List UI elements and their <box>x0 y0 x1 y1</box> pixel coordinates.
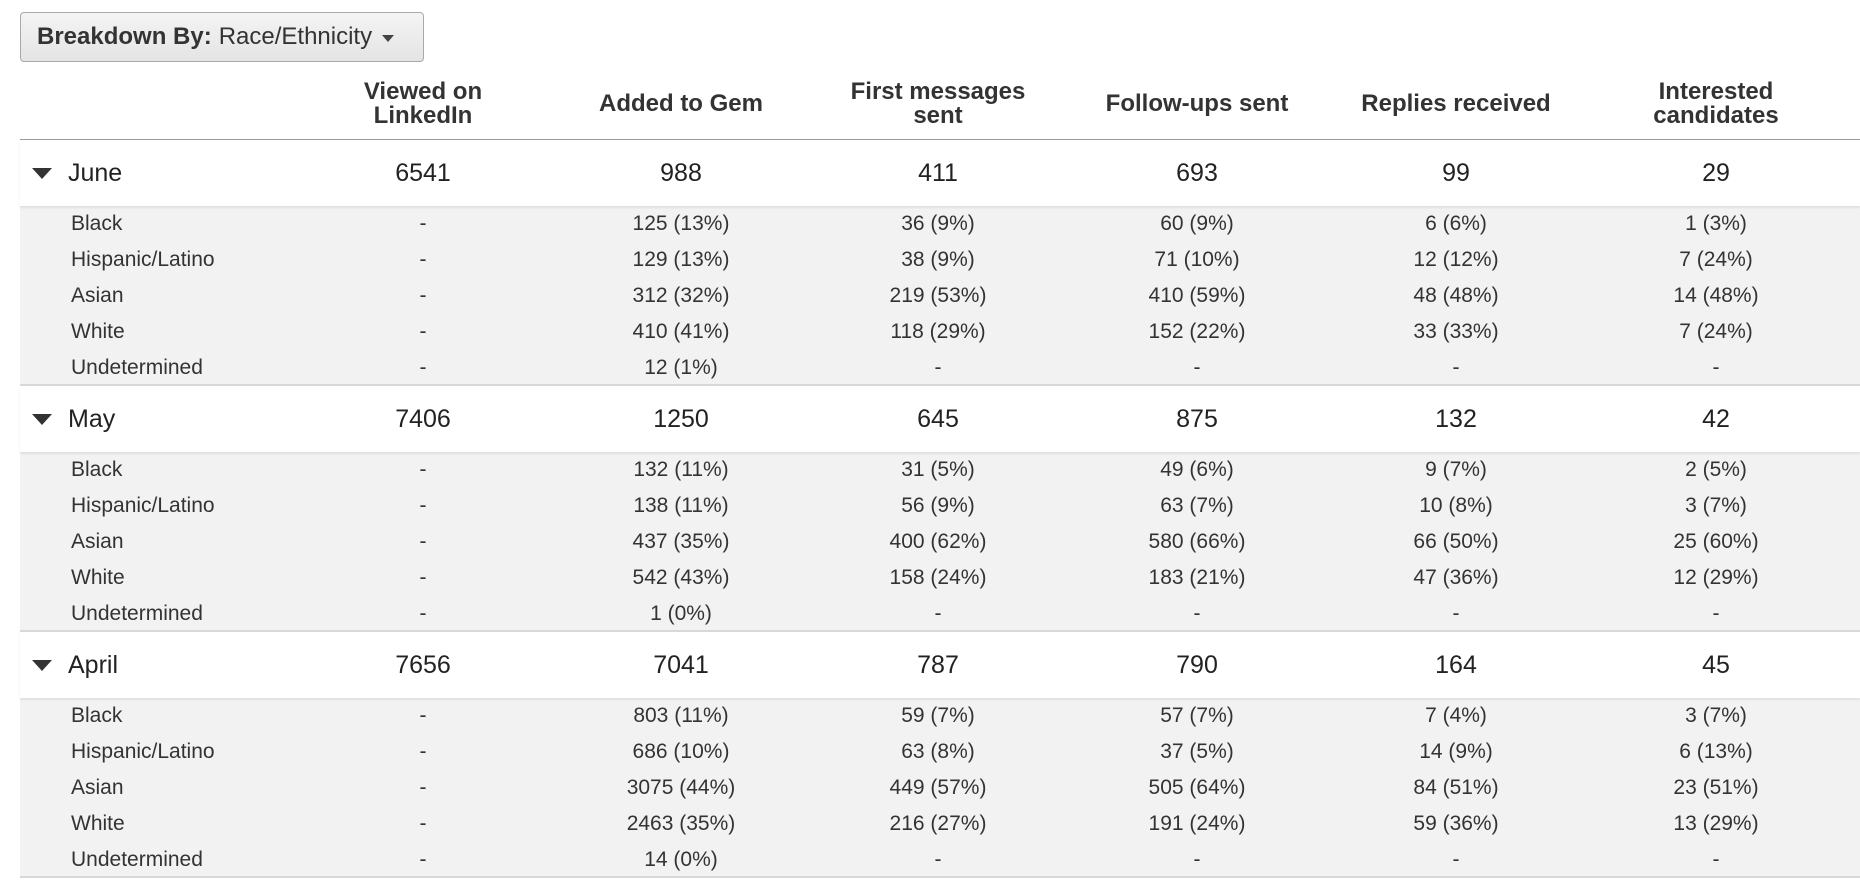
table-cell: - <box>1452 848 1460 871</box>
table-cell: 14 (48%) <box>1673 284 1759 307</box>
table-cell: 580 (66%) <box>1148 530 1246 553</box>
table-cell: - <box>419 356 427 379</box>
group-total-cell: 7406 <box>395 404 451 433</box>
table-cell: - <box>419 848 427 871</box>
row-label: Hispanic/Latino <box>71 248 215 271</box>
table-cell: - <box>419 212 427 235</box>
table-cell: 2463 (35%) <box>626 812 736 835</box>
table-row <box>20 242 1860 278</box>
table-cell: 33 (33%) <box>1413 320 1499 343</box>
table-cell: 7 (24%) <box>1679 320 1753 343</box>
table-cell: 57 (7%) <box>1160 704 1234 727</box>
group-total-cell: 42 <box>1702 404 1730 433</box>
table-row <box>20 278 1860 314</box>
group-total-cell: 790 <box>1176 650 1218 679</box>
table-cell: 152 (22%) <box>1148 320 1246 343</box>
column-header[interactable]: Viewed on LinkedIn <box>363 78 483 129</box>
table-cell: 9 (7%) <box>1425 458 1487 481</box>
table-cell: 686 (10%) <box>632 740 730 763</box>
table-cell: 1 (0%) <box>650 602 712 625</box>
table-cell: - <box>419 284 427 307</box>
column-header[interactable]: Replies received <box>1361 90 1551 117</box>
table-cell: 84 (51%) <box>1413 776 1499 799</box>
table-cell: 13 (29%) <box>1673 812 1759 835</box>
table-row <box>20 806 1860 842</box>
table-row <box>20 206 1860 242</box>
group-total-cell: 787 <box>917 650 959 679</box>
table-row <box>20 314 1860 350</box>
table-cell: - <box>1712 848 1720 871</box>
group-total-cell: 988 <box>660 158 702 187</box>
table-cell: 59 (7%) <box>901 704 975 727</box>
table-cell: 437 (35%) <box>632 530 730 553</box>
table-row <box>20 596 1860 632</box>
table-cell: 59 (36%) <box>1413 812 1499 835</box>
group-total-cell: 164 <box>1435 650 1477 679</box>
table-cell: - <box>934 602 942 625</box>
table-cell: - <box>419 566 427 589</box>
row-label: Black <box>71 704 123 727</box>
group-total-cell: 1250 <box>653 404 709 433</box>
table-cell: 66 (50%) <box>1413 530 1499 553</box>
group-toggle[interactable] <box>32 386 115 452</box>
group-row <box>20 386 1860 452</box>
table-cell: - <box>1193 848 1201 871</box>
table-cell: 542 (43%) <box>632 566 730 589</box>
table-row <box>20 842 1860 878</box>
table-cell: - <box>419 602 427 625</box>
sub-rows <box>20 452 1860 632</box>
group-total-cell: 645 <box>917 404 959 433</box>
group-row <box>20 632 1860 698</box>
table-cell: 216 (27%) <box>889 812 987 835</box>
row-label: Black <box>71 212 123 235</box>
row-label: White <box>71 320 125 343</box>
table-cell: 158 (24%) <box>889 566 987 589</box>
group-total-cell: 29 <box>1702 158 1730 187</box>
table-cell: 31 (5%) <box>901 458 975 481</box>
table-cell: 138 (11%) <box>633 494 729 517</box>
table-cell: - <box>419 458 427 481</box>
group-total-cell: 7041 <box>653 650 709 679</box>
group-total-cell: 411 <box>918 158 958 187</box>
table-cell: 14 (9%) <box>1419 740 1493 763</box>
table-cell: 2 (5%) <box>1685 458 1747 481</box>
breakdown-value: Race/Ethnicity <box>218 23 373 50</box>
table-cell: - <box>419 494 427 517</box>
table-cell: 129 (13%) <box>632 248 730 271</box>
table-cell: 38 (9%) <box>901 248 975 271</box>
table-cell: 60 (9%) <box>1160 212 1234 235</box>
table-cell: 12 (29%) <box>1673 566 1759 589</box>
table-cell: 3 (7%) <box>1685 704 1747 727</box>
table-cell: 312 (32%) <box>632 284 730 307</box>
table-row <box>20 560 1860 596</box>
group-total-cell: 693 <box>1176 158 1218 187</box>
caret-down-icon <box>382 35 394 42</box>
table-cell: 132 (11%) <box>633 458 729 481</box>
table-cell: - <box>419 740 427 763</box>
column-header[interactable]: Follow-ups sent <box>1105 90 1289 117</box>
table-cell: - <box>1193 356 1201 379</box>
table-cell: 183 (21%) <box>1148 566 1246 589</box>
row-label: Asian <box>71 530 124 553</box>
row-label: Undetermined <box>71 602 203 625</box>
table-row <box>20 734 1860 770</box>
column-header[interactable]: First messages sent <box>850 78 1026 129</box>
table-cell: 63 (8%) <box>901 740 975 763</box>
table-cell: 1 (3%) <box>1685 212 1747 235</box>
group-total-cell: 7656 <box>395 650 451 679</box>
table-cell: 3 (7%) <box>1685 494 1747 517</box>
table-cell: - <box>419 248 427 271</box>
table-cell: 803 (11%) <box>633 704 729 727</box>
table-cell: 48 (48%) <box>1413 284 1499 307</box>
table-cell: - <box>419 776 427 799</box>
table-row <box>20 698 1860 734</box>
table-cell: 449 (57%) <box>889 776 987 799</box>
table-row <box>20 524 1860 560</box>
table-cell: 118 (29%) <box>890 320 986 343</box>
table-cell: 14 (0%) <box>644 848 718 871</box>
column-header[interactable]: Interested candidates <box>1653 78 1779 129</box>
table-cell: 12 (12%) <box>1413 248 1499 271</box>
table-cell: 56 (9%) <box>901 494 975 517</box>
table-cell: 505 (64%) <box>1148 776 1246 799</box>
table-cell: 7 (24%) <box>1679 248 1753 271</box>
group-total-cell: 99 <box>1442 158 1470 187</box>
table-cell: 37 (5%) <box>1160 740 1234 763</box>
row-label: Black <box>71 458 123 481</box>
group-name: June <box>68 158 123 187</box>
table-cell: - <box>1712 356 1720 379</box>
triangle-down-icon <box>32 660 52 671</box>
row-label: Undetermined <box>71 848 203 871</box>
table-cell: 7 (4%) <box>1425 704 1487 727</box>
table-cell: 10 (8%) <box>1419 494 1493 517</box>
table-cell: 71 (10%) <box>1154 248 1240 271</box>
group-name: May <box>68 404 116 433</box>
table-cell: - <box>934 356 942 379</box>
row-label: White <box>71 812 125 835</box>
table-cell: 49 (6%) <box>1160 458 1234 481</box>
table-header <box>20 68 1860 140</box>
sub-rows <box>20 206 1860 386</box>
table-cell: 25 (60%) <box>1673 530 1759 553</box>
table-cell: - <box>1193 602 1201 625</box>
table-cell: 191 (24%) <box>1148 812 1246 835</box>
table-cell: - <box>1712 602 1720 625</box>
table-row <box>20 452 1860 488</box>
table-row <box>20 350 1860 386</box>
breakdown-label: Breakdown By: <box>37 23 212 50</box>
table-cell: 63 (7%) <box>1160 494 1234 517</box>
table-cell: - <box>419 704 427 727</box>
table-cell: 400 (62%) <box>889 530 987 553</box>
group-total-cell: 6541 <box>395 158 451 187</box>
group-toggle[interactable] <box>32 140 122 206</box>
table-cell: 410 (41%) <box>632 320 730 343</box>
row-label: White <box>71 566 125 589</box>
table-row <box>20 488 1860 524</box>
breakdown-by-dropdown[interactable] <box>20 12 424 62</box>
table-cell: - <box>419 320 427 343</box>
row-label: Hispanic/Latino <box>71 494 215 517</box>
table-cell: 36 (9%) <box>901 212 975 235</box>
table-row <box>20 770 1860 806</box>
group-row <box>20 140 1860 206</box>
row-label: Undetermined <box>71 356 203 379</box>
table-cell: 219 (53%) <box>889 284 987 307</box>
row-label: Asian <box>71 776 124 799</box>
group-toggle[interactable] <box>32 632 118 698</box>
triangle-down-icon <box>32 168 52 179</box>
table-cell: 410 (59%) <box>1148 284 1246 307</box>
table-cell: 23 (51%) <box>1673 776 1759 799</box>
group-total-cell: 45 <box>1702 650 1730 679</box>
table-cell: 3075 (44%) <box>626 776 736 799</box>
table-cell: 6 (13%) <box>1679 740 1753 763</box>
sub-rows <box>20 698 1860 878</box>
row-label: Asian <box>71 284 124 307</box>
group-total-cell: 132 <box>1435 404 1477 433</box>
table-cell: 47 (36%) <box>1413 566 1499 589</box>
table-cell: - <box>934 848 942 871</box>
table-cell: 125 (13%) <box>632 212 730 235</box>
triangle-down-icon <box>32 414 52 425</box>
table-cell: - <box>419 530 427 553</box>
group-total-cell: 875 <box>1176 404 1218 433</box>
column-header[interactable]: Added to Gem <box>598 90 763 117</box>
table-cell: 6 (6%) <box>1425 212 1487 235</box>
table-cell: - <box>1452 356 1460 379</box>
row-label: Hispanic/Latino <box>71 740 215 763</box>
group-name: April <box>68 650 119 679</box>
table-cell: 12 (1%) <box>644 356 718 379</box>
table-cell: - <box>1452 602 1460 625</box>
table-cell: - <box>419 812 427 835</box>
